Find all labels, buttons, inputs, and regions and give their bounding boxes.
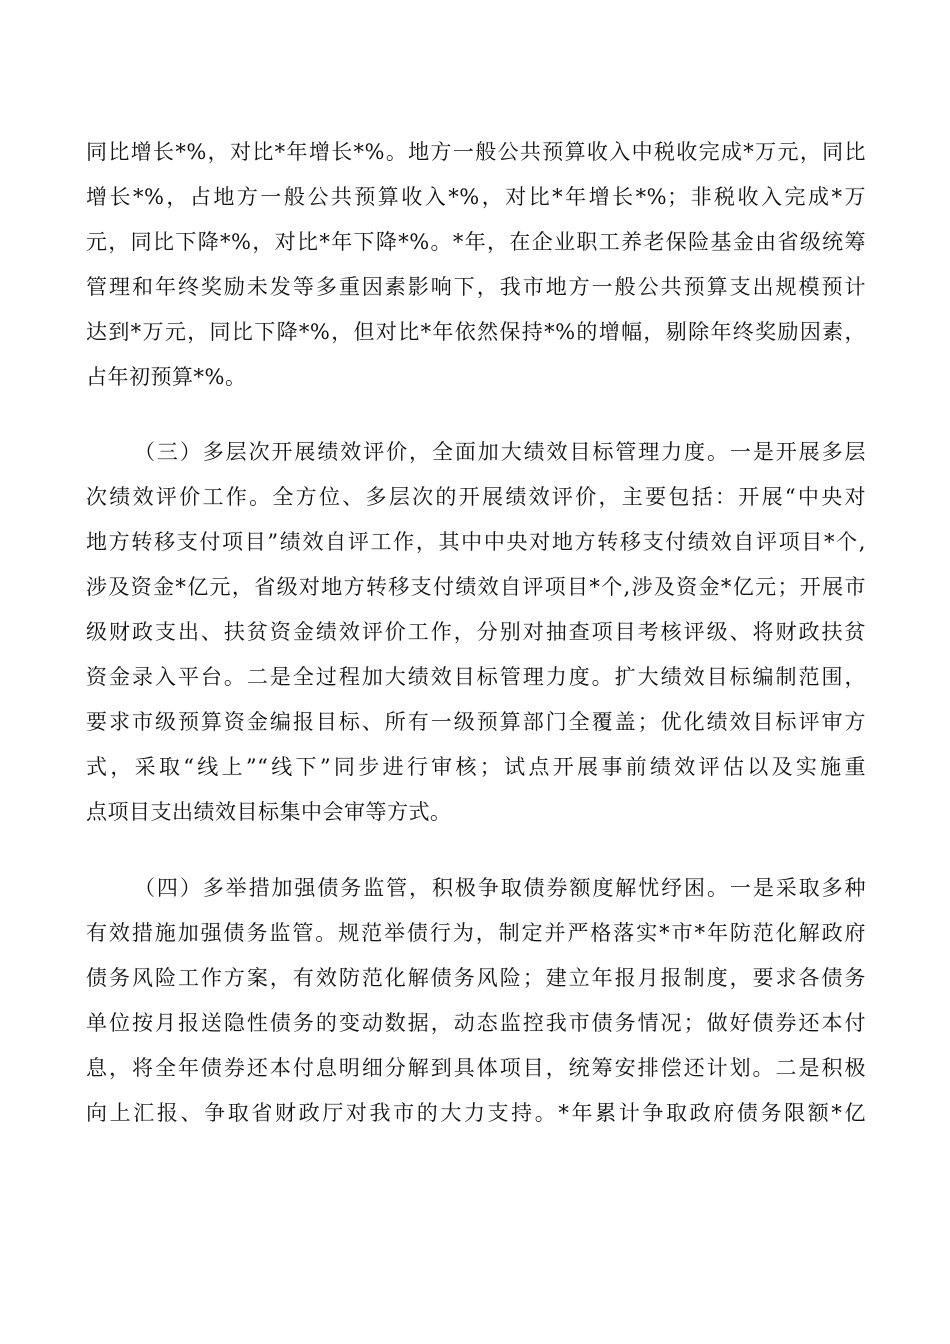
text-line: 息，将全年债券还本付息明细分解到具体项目，统筹安排偿还计划。二是积极 [86, 1056, 866, 1080]
text-line: 单位按月报送隐性债务的变动数据，动态监控我市债务情况；做好债券还本付 [86, 1011, 866, 1035]
text-line: 式，采取“线上”“线下”同步进行审核；试点开展事前绩效评估以及实施重 [86, 755, 866, 779]
text-line: 债务风险工作方案，有效防范化解债务风险；建立年报月报制度，要求各债务 [86, 966, 866, 990]
paragraph-revenue-continuation [86, 130, 866, 400]
text-line: 级财政支出、扶贫资金绩效评价工作，分别对抽查项目考核评级、将财政扶贫 [86, 620, 866, 644]
text-line: 次绩效评价工作。全方位、多层次的开展绩效评价，主要包括：开展“中央对 [86, 485, 866, 509]
paragraph-debt-supervision [86, 866, 866, 1136]
text-line: 元，同比下降*%，对比*年下降*%。*年，在企业职工养老保险基金由省级统筹 [86, 230, 866, 254]
text-line: 同比增长*%，对比*年增长*%。地方一般公共预算收入中税收完成*万元，同比 [86, 140, 866, 164]
text-line: 管理和年终奖励未发等多重因素影响下，我市地方一般公共预算支出规模预计 [86, 275, 866, 299]
text-line: 增长*%，占地方一般公共预算收入*%，对比*年增长*%；非税收入完成*万 [86, 185, 866, 209]
text-line: 地方转移支付项目”绩效自评工作，其中中央对地方转移支付绩效自评项目*个, [86, 530, 866, 554]
text-line: 点项目支出绩效目标集中会审等方式。 [86, 800, 452, 824]
text-line: （三）多层次开展绩效评价，全面加大绩效目标管理力度。一是开展多层 [134, 440, 866, 464]
text-line: 向上汇报、争取省财政厅对我市的大力支持。*年累计争取政府债务限额*亿 [86, 1101, 866, 1125]
paragraph-performance-evaluation [86, 430, 866, 835]
text-line: 有效措施加强债务监管。规范举债行为，制定并严格落实*市*年防范化解政府 [86, 921, 866, 945]
text-line: 占年初预算*%。 [86, 365, 247, 389]
text-line: 达到*万元，同比下降*%，但对比*年依然保持*%的增幅，剔除年终奖励因素， [86, 320, 866, 344]
text-line: 资金录入平台。二是全过程加大绩效目标管理力度。扩大绩效目标编制范围， [86, 665, 866, 689]
text-line: 要求市级预算资金编报目标、所有一级预算部门全覆盖；优化绩效目标评审方 [86, 710, 866, 734]
text-line: （四）多举措加强债务监管，积极争取债券额度解忧纾困。一是采取多种 [134, 876, 866, 900]
text-line: 涉及资金*亿元，省级对地方转移支付绩效自评项目*个,涉及资金*亿元；开展市 [86, 575, 866, 599]
